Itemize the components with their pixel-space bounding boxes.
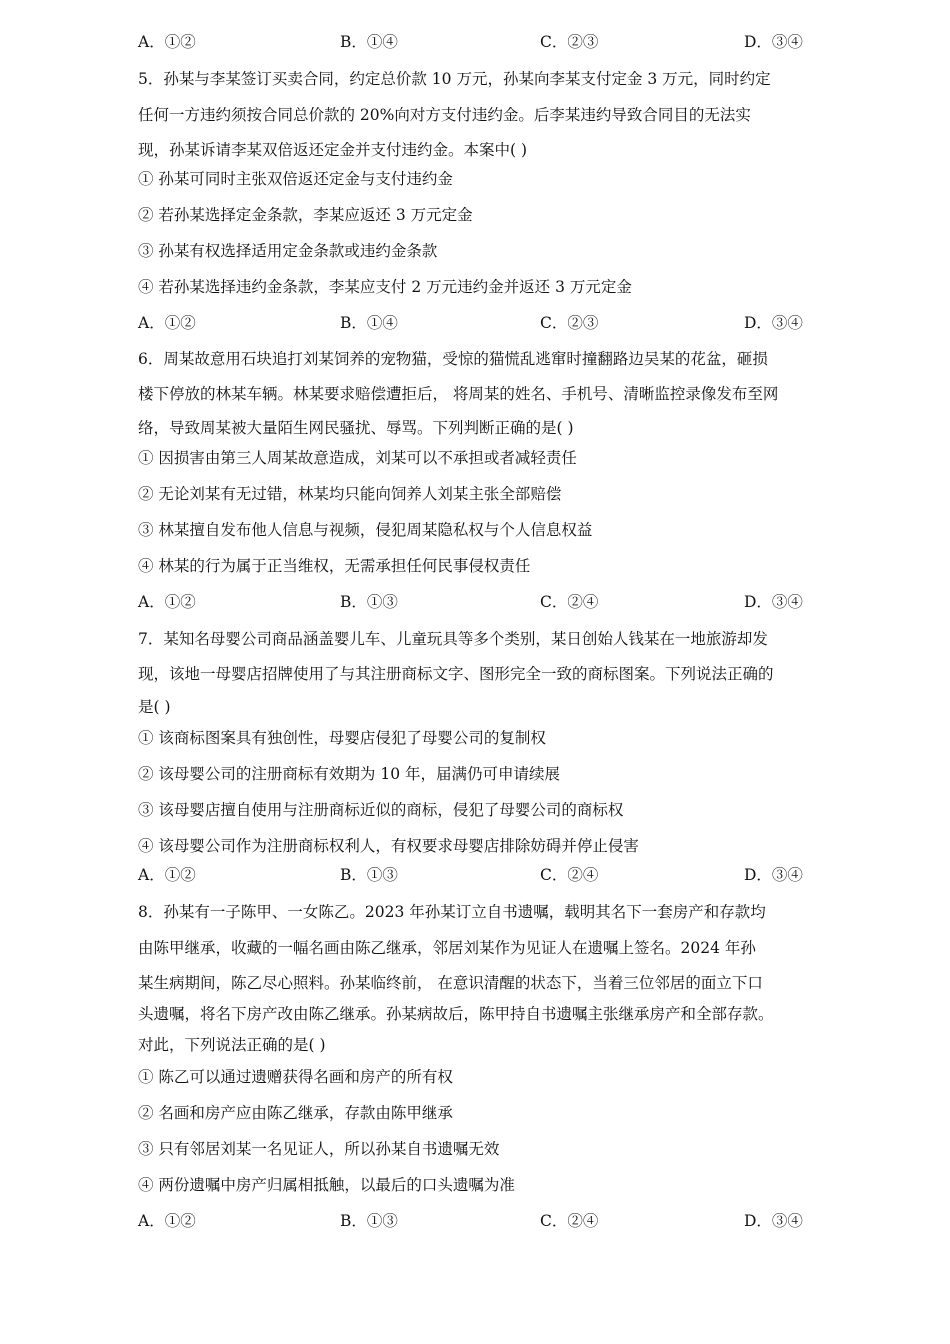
q6-stem-line-3: 络，导致周某被大量陌生网民骚扰、辱骂。下列判断正确的是( )	[138, 419, 574, 437]
q8-stem-line-1: 8．孙某有一子陈甲、一女陈乙。2023 年孙某订立自书遗嘱，载明其名下一套房产和存款均	[138, 903, 766, 921]
q5-options	[138, 313, 818, 333]
q7-stem-line-2: 现，该地一母婴店招牌使用了与其注册商标文字、图形完全一致的商标图案。下列说法正确的	[138, 665, 774, 683]
q8-options	[138, 1211, 818, 1231]
q7-item-4: ④ 该母婴公司作为注册商标权利人，有权要求母婴店排除妨碍并停止侵害	[138, 837, 639, 855]
q5-item-3: ③ 孙某有权选择适用定金条款或违约金条款	[138, 242, 438, 260]
q8-option-c[interactable]: C．②④	[540, 1212, 599, 1230]
q6-option-d[interactable]: D．③④	[744, 593, 803, 611]
q8-stem-line-2: 由陈甲继承，收藏的一幅名画由陈乙继承，邻居刘某作为见证人在遗嘱上签名。2024 年孙	[138, 939, 756, 957]
q5-item-1: ① 孙某可同时主张双倍返还定金与支付违约金	[138, 170, 453, 188]
q5-stem-line-1: 5．孙某与李某签订买卖合同，约定总价款 10 万元，孙某向李某支付定金 3 万元，同时约定	[138, 70, 771, 88]
q8-item-4: ④ 两份遗嘱中房产归属相抵触，以最后的口头遗嘱为准	[138, 1176, 515, 1194]
q4-option-b[interactable]: B．①④	[340, 33, 398, 51]
q6-item-4: ④ 林某的行为属于正当维权，无需承担任何民事侵权责任	[138, 557, 531, 575]
q5-item-4: ④ 若孙某选择违约金条款，李某应支付 2 万元违约金并返还 3 万元定金	[138, 278, 632, 296]
q6-stem-line-2: 楼下停放的林某车辆。林某要求赔偿遭拒后， 将周某的姓名、手机号、清晰监控录像发布至网	[138, 385, 779, 403]
q5-option-d[interactable]: D．③④	[744, 314, 803, 332]
q8-item-1: ① 陈乙可以通过遗赠获得名画和房产的所有权	[138, 1068, 453, 1086]
q4-option-a[interactable]: A．①②	[138, 33, 196, 51]
q5-item-2: ② 若孙某选择定金条款，李某应返还 3 万元定金	[138, 206, 473, 224]
q6-option-c[interactable]: C．②④	[540, 593, 599, 611]
q8-option-d[interactable]: D．③④	[744, 1212, 803, 1230]
q6-options	[138, 592, 818, 612]
q5-option-c[interactable]: C．②③	[540, 314, 599, 332]
q8-stem-line-3: 某生病期间，陈乙尽心照料。孙某临终前， 在意识清醒的状态下，当着三位邻居的面立下口	[138, 974, 763, 992]
q8-item-3: ③ 只有邻居刘某一名见证人，所以孙某自书遗嘱无效	[138, 1140, 500, 1158]
q8-option-b[interactable]: B．①③	[340, 1212, 398, 1230]
q7-option-a[interactable]: A．①②	[138, 866, 196, 884]
q7-option-d[interactable]: D．③④	[744, 866, 803, 884]
q6-item-1: ① 因损害由第三人周某故意造成，刘某可以不承担或者减轻责任	[138, 449, 577, 467]
q7-option-c[interactable]: C．②④	[540, 866, 599, 884]
q7-stem-line-1: 7．某知名母婴公司商品涵盖婴儿车、儿童玩具等多个类别，某日创始人钱某在一地旅游却发	[138, 630, 768, 648]
q4-option-d[interactable]: D．③④	[744, 33, 803, 51]
q7-item-3: ③ 该母婴店擅自使用与注册商标近似的商标，侵犯了母婴公司的商标权	[138, 801, 624, 819]
q6-option-a[interactable]: A．①②	[138, 593, 196, 611]
q5-stem-line-3: 现，孙某诉请李某双倍返还定金并支付违约金。本案中( )	[138, 141, 528, 159]
q5-stem-line-2: 任何一方违约须按合同总价款的 20%向对方支付违约金。后李某违约导致合同目的无法实	[138, 106, 751, 124]
q7-item-2: ② 该母婴公司的注册商标有效期为 10 年，届满仍可申请续展	[138, 765, 561, 783]
q7-stem-line-3: 是( )	[138, 698, 171, 716]
q6-item-2: ② 无论刘某有无过错，林某均只能向饲养人刘某主张全部赔偿	[138, 485, 562, 503]
q4-option-c[interactable]: C．②③	[540, 33, 599, 51]
q6-stem-line-1: 6．周某故意用石块追打刘某饲养的宠物猫，受惊的猫慌乱逃窜时撞翻路边吴某的花盆，砸损	[138, 350, 768, 368]
q7-item-1: ① 该商标图案具有独创性，母婴店侵犯了母婴公司的复制权	[138, 729, 546, 747]
q7-option-b[interactable]: B．①③	[340, 866, 398, 884]
q7-options	[138, 865, 818, 885]
q8-stem-line-4: 头遗嘱，将名下房产改由陈乙继承。孙某病故后，陈甲持自书遗嘱主张继承房产和全部存款。	[138, 1005, 774, 1023]
q6-option-b[interactable]: B．①③	[340, 593, 398, 611]
q4-options	[138, 32, 818, 52]
q8-option-a[interactable]: A．①②	[138, 1212, 196, 1230]
q5-option-a[interactable]: A．①②	[138, 314, 196, 332]
q8-item-2: ② 名画和房产应由陈乙继承，存款由陈甲继承	[138, 1104, 453, 1122]
q5-option-b[interactable]: B．①④	[340, 314, 398, 332]
q6-item-3: ③ 林某擅自发布他人信息与视频，侵犯周某隐私权与个人信息权益	[138, 521, 593, 539]
q8-stem-line-5: 对此，下列说法正确的是( )	[138, 1036, 326, 1054]
